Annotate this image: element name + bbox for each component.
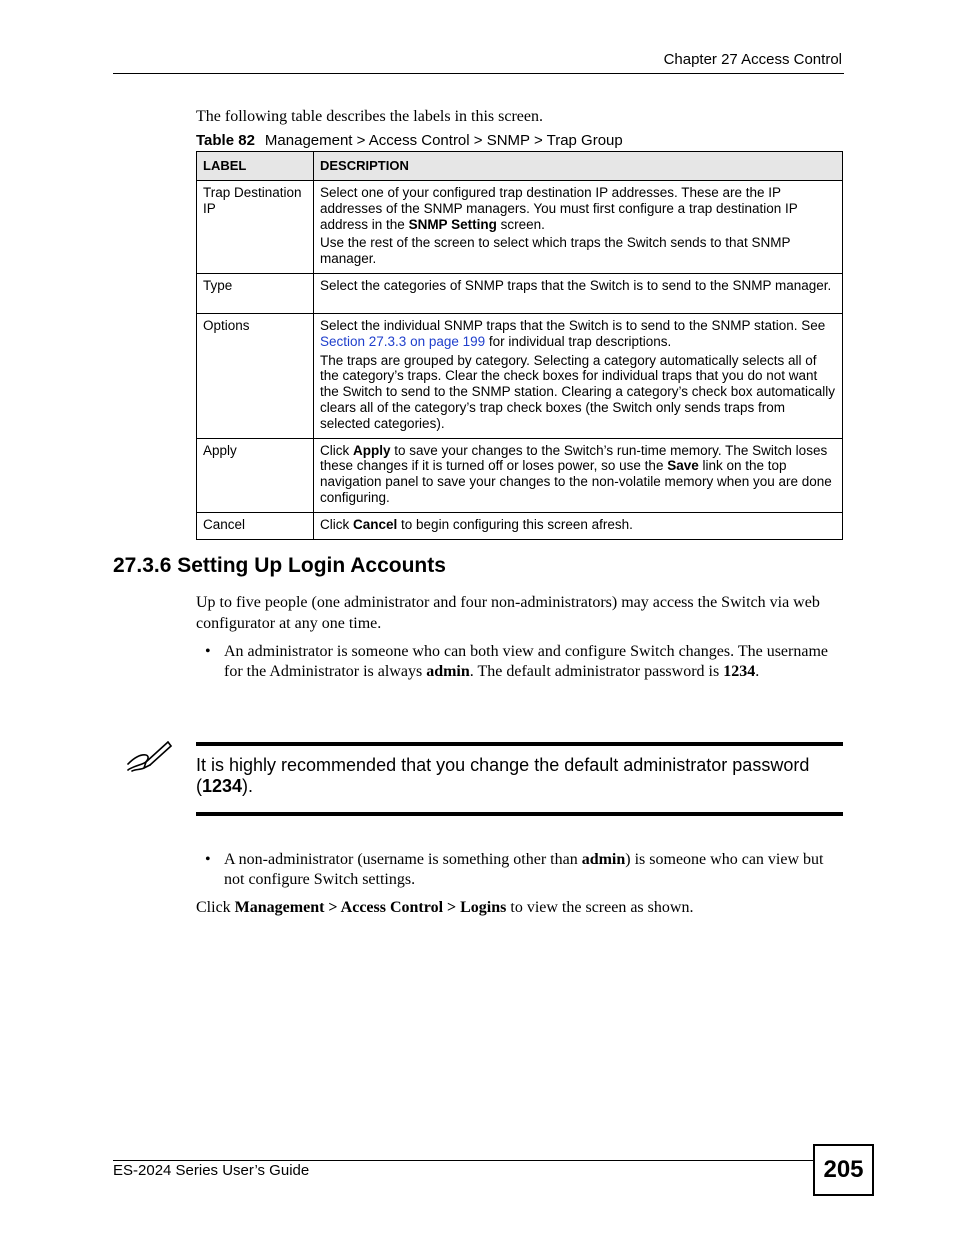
intro-text: The following table describes the labels in this screen. — [196, 108, 544, 125]
body-paragraph — [196, 898, 846, 919]
row-description — [314, 181, 843, 274]
description-text: Select the categories of SNMP traps that the Switch is to send to the SNMP manager. — [320, 277, 832, 293]
description-text: to save your changes to the Switch’s run-time memory. The Switch loses these changes if it is turned off or loses power, so use the — [320, 442, 828, 474]
table-row — [197, 313, 843, 438]
note-rule-top — [196, 742, 843, 746]
note-bold: 1234 — [202, 776, 243, 796]
bullet-bold: admin — [581, 851, 626, 868]
column-header-label: LABEL — [197, 152, 314, 181]
description-text: Select one of your configured trap destination IP addresses. These are the IP addresses of the SNMP managers. You must first configure a trap destination IP address in the — [320, 185, 798, 232]
bullet-marker: • — [205, 851, 211, 868]
body-paragraph: Up to five people (one administrator and four non-administrators) may access the Switch via web configurator at any one time. — [196, 594, 820, 632]
footer-guide-title: ES-2024 Series User’s Guide — [113, 1162, 310, 1179]
bullet-item — [224, 642, 846, 682]
row-description — [314, 512, 843, 539]
running-header: Chapter 27 Access Control — [663, 51, 842, 68]
body-text: to view the screen as shown. — [506, 899, 694, 916]
footer-rule — [113, 1160, 813, 1161]
description-text: screen. — [496, 216, 545, 232]
note-body: ). — [242, 776, 254, 796]
table-row — [197, 273, 843, 313]
bullet-text: An administrator is someone who can both view and configure Switch changes. The username for the Administrator is always — [224, 643, 828, 680]
bullet-text: A non-administrator (username is something other than — [224, 851, 582, 868]
table-title: Management > Access Control > SNMP > Trap Group — [264, 132, 623, 149]
description-text: to begin configuring this screen afresh. — [397, 516, 633, 532]
description-text: link on the top navigation panel to save your changes to the non-volatile memory when you are done configuring. — [320, 458, 832, 505]
row-label: Type — [197, 273, 314, 313]
bullet-text: . The default administrator password is — [469, 663, 724, 680]
row-description — [314, 273, 843, 313]
table-number: Table 82 — [196, 132, 255, 149]
bullet-text: . — [755, 663, 760, 680]
bullet-text: ) is someone who can view but not configure Switch settings. — [224, 851, 824, 888]
row-label: Apply — [197, 438, 314, 512]
description-bold: SNMP Setting — [408, 216, 497, 232]
description-bold: Cancel — [353, 516, 398, 532]
description-text: Select the individual SNMP traps that the Switch is to send to the SNMP station. See — [320, 317, 826, 333]
bullet-marker: • — [205, 643, 211, 660]
description-bold: Apply — [353, 442, 391, 458]
labels-table — [196, 151, 843, 540]
description-text: The traps are grouped by category. Selecting a category automatically selects all of the category’s traps. Clear the check boxes for individual traps that you do not want the Switch to send to the SNMP station. Clearing a category’s check box automatically clears all of the category’s trap check boxes (the Switch only sends traps from selected categories). — [320, 352, 836, 431]
menu-path: Management > Access Control > Logins — [234, 899, 507, 916]
column-header-description: DESCRIPTION — [314, 152, 843, 181]
table-row — [197, 181, 843, 274]
bullet-item — [224, 850, 846, 890]
note-body: It is highly recommended that you change the default administrator password ( — [196, 755, 810, 796]
row-description — [314, 438, 843, 512]
row-description — [314, 313, 843, 438]
note-text — [196, 755, 841, 797]
description-text: Click — [320, 442, 353, 458]
section-link[interactable]: Section 27.3.3 on page 199 — [320, 333, 486, 349]
note-rule-bottom — [196, 812, 843, 816]
table-row — [197, 512, 843, 539]
table-header-row — [197, 152, 843, 181]
bullet-bold: 1234 — [723, 663, 756, 680]
header-rule — [113, 73, 844, 74]
body-text: Click — [196, 899, 235, 916]
description-text: Use the rest of the screen to select which traps the Switch sends to that SNMP manager. — [320, 235, 791, 267]
note-pencil-icon — [124, 738, 174, 776]
bullet-bold: admin — [426, 663, 470, 680]
page-number: 205 — [813, 1144, 874, 1196]
description-bold: Save — [667, 458, 699, 474]
row-label: Trap Destination IP — [197, 181, 314, 274]
table-row — [197, 438, 843, 512]
row-label: Cancel — [197, 512, 314, 539]
section-heading: 27.3.6 Setting Up Login Accounts — [113, 554, 446, 577]
row-label: Options — [197, 313, 314, 438]
description-text: for individual trap descriptions. — [485, 333, 672, 349]
table-caption — [196, 132, 623, 149]
description-text: Click — [320, 516, 353, 532]
